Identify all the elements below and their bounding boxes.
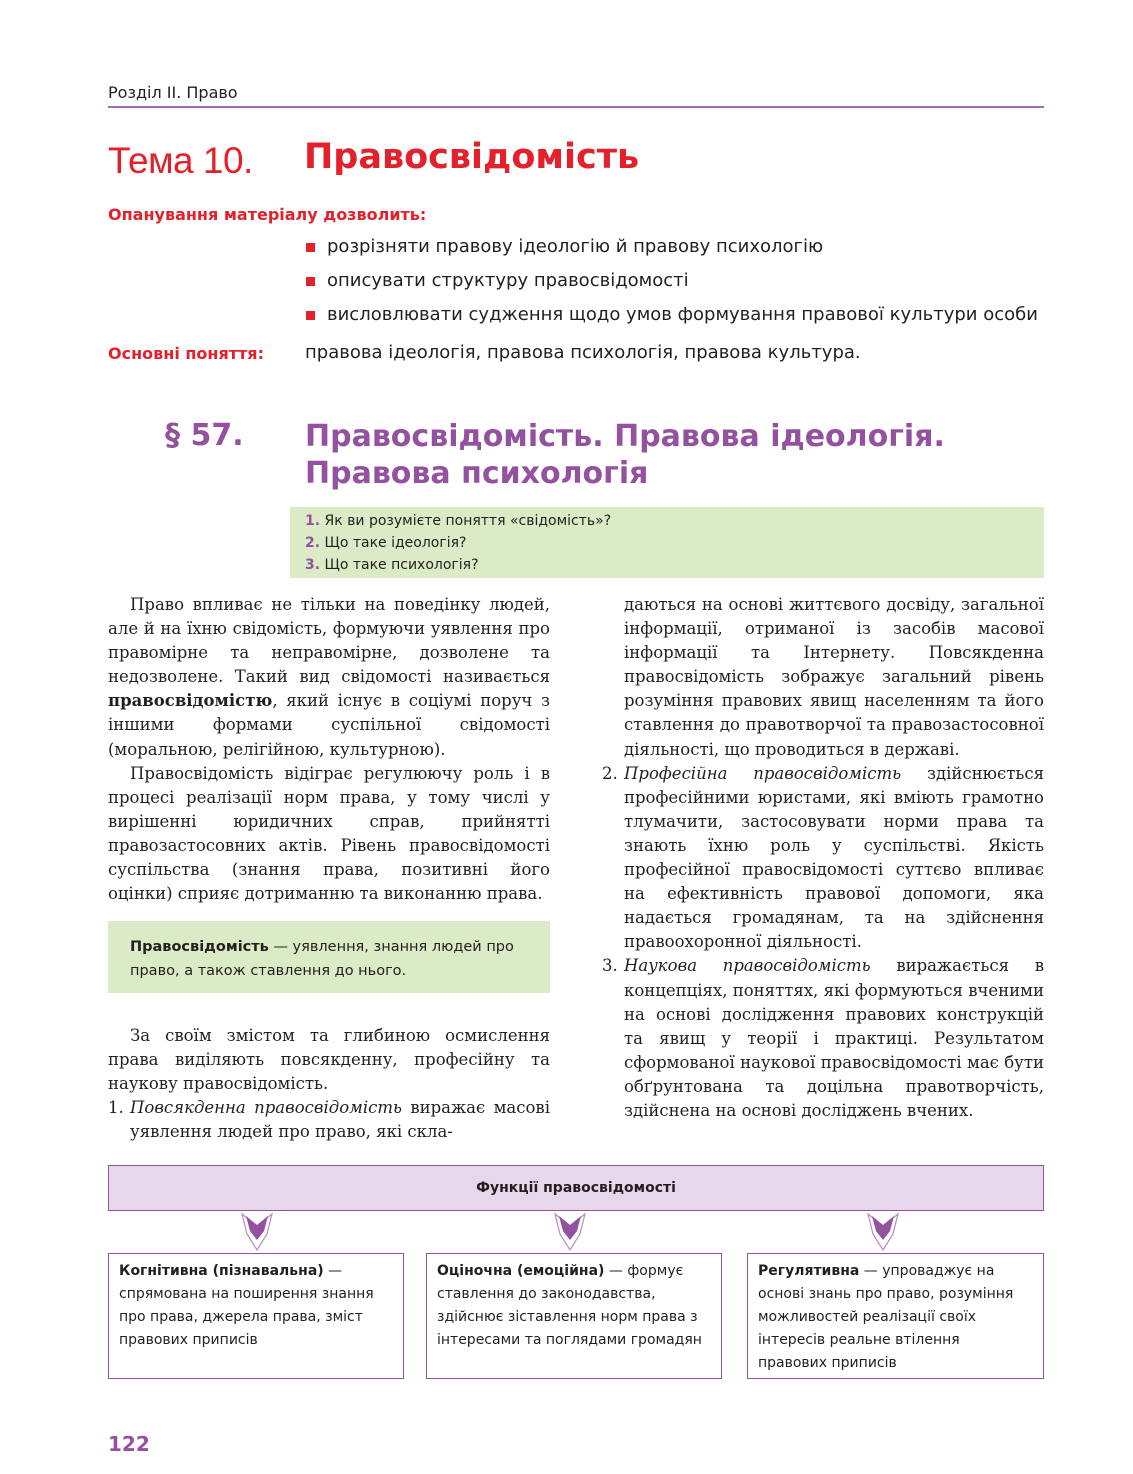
paragraph: За своїм змістом та глибиною осмислення права виділяють повсякденну, професійну та наукову правосвідомість. <box>108 1026 550 1094</box>
topic-name: Правосвідомість <box>304 137 640 177</box>
paragraph: даються на основі життєвого досвіду, загальної інформації, отриманої із засобів масової інформації та Інтернету. Повсякденна правосвідомість зображує загальний рівень розуміння правових явищ населенням та його ставлення до правотворчої та правозастосовної діяльності, що проводиться в державі. <box>624 595 1044 759</box>
square-bullet-icon <box>306 311 315 320</box>
definition-box <box>108 921 550 993</box>
function-box-cognitive: Когнітивна (пізнавальна) — спрямована на поширення знання про права, джерела права, зміст правових приписів <box>108 1253 404 1379</box>
question-item: 3. Що таке психологія? <box>305 557 479 573</box>
left-column-upper <box>108 593 550 906</box>
section-number: § 57. <box>165 418 244 453</box>
section-title: Правосвідомість. Правова ідеологія. Правова психологія <box>305 419 945 491</box>
topic-title <box>108 137 640 190</box>
function-box-regulatory: Регулятивна — упроваджує на основі знань про право, розуміння можливостей реалізації своїх інтересів реальне втілення правових приписів <box>747 1253 1044 1379</box>
paragraph: Право впливає не тільки на поведінку людей, але й на їхню свідомість, формуючи уявлення про правомірне та неправомірне, дозволене та недозволене. Такий вид свідомості називається правосвідомістю, який існує в соціумі поруч з іншими формами суспільної свідомості (моральною, релігійною, культурною). <box>108 595 550 759</box>
left-column-lower <box>108 1024 550 1144</box>
questions-box <box>290 507 1044 578</box>
list-item: 1. Повсякденна правосвідомість виражає масові уявлення людей про право, які скла- <box>108 1098 550 1142</box>
function-box-evaluative: Оціночна (емоційна) — формує ставлення до законодавства, здійснює зіставлення норм права з інтересами та поглядами громадян <box>426 1253 722 1379</box>
question-item: 1. Як ви розумієте поняття «свідомість»? <box>305 513 612 529</box>
square-bullet-icon <box>306 277 315 286</box>
definition-text: — уявлення, знання людей про право, а також ставлення до нього. <box>130 939 514 979</box>
concepts-text: правова ідеологія, правова психологія, правова культура. <box>305 342 861 363</box>
list-item: описувати структуру правосвідомості <box>306 270 1038 304</box>
outcomes-label: Опанування матеріалу дозволить: <box>108 205 427 224</box>
arrow-down-icon <box>866 1212 900 1252</box>
list-item: 2. Професійна правосвідомість здійснюється професійними юристами, які вміють грамотно тлумачити, застосовувати норми права та знають їхню роль у суспільстві. Якість професійної правосвідомості суттєво впливає на ефективність правової допомоги, яка надається громадянам, та на здійснення правоохоронної діяльності. <box>602 763 1044 952</box>
running-head: Розділ ІІ. Право <box>108 83 238 102</box>
list-item: висловлювати судження щодо умов формування правової культури особи <box>306 304 1038 338</box>
list-item: розрізняти правову ідеологію й правову психологію <box>306 236 1038 270</box>
arrow-down-icon <box>553 1212 587 1252</box>
list-item: 3. Наукова правосвідомість виражається в концепціях, поняттях, які формуються вченими на основі дослідження правових конструкцій та явищ у теорії і практиці. Результатом сформованої наукової правосвідомості має бути обґрунтована та доцільна правотворчість, здійснена на основі досліджень вчених. <box>602 956 1044 1120</box>
concepts-label: Основні поняття: <box>108 344 264 363</box>
header-divider <box>108 106 1044 108</box>
functions-header: Функції правосвідомості <box>108 1165 1044 1211</box>
square-bullet-icon <box>306 243 315 252</box>
arrow-down-icon <box>240 1212 274 1252</box>
outcomes-list <box>306 236 1038 338</box>
definition-term: Правосвідомість <box>130 939 269 955</box>
right-column <box>602 593 1044 1123</box>
paragraph: Правосвідомість відіграє регулюючу роль і в процесі реалізації норм права, у тому числі у вирішенні юридичних справ, прийнятті правозастосовних актів. Рівень правосвідомості суспільства (знання права, позитивні його оцінки) сприяє дотриманню та виконанню права. <box>108 763 550 904</box>
page-number: 122 <box>108 1432 150 1456</box>
topic-label: Тема 10. <box>108 140 253 181</box>
question-item: 2. Що таке ідеологія? <box>305 535 467 551</box>
